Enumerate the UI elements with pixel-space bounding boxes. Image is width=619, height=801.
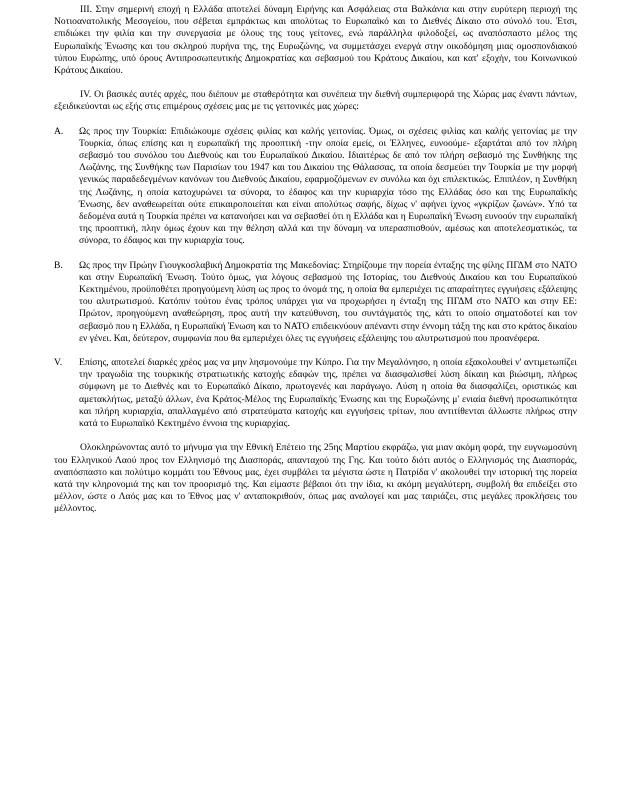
list-item-label: B. [54,259,63,271]
paragraph-iii: III. Στην σημερινή εποχή η Ελλάδα αποτελεί δύναμη Ειρήνης και Ασφάλειας στα Βαλκάνια και στην ευρύτερη περιοχή της Νοτιοανατολικής Μεσογείου, που σέβεται εμπράκτως και απολύτως το Ευρωπαϊκό και το Διεθνές Δίκαιο στο σύνολό του. Έτσι, επιδιώκει την φιλία και την συνεργασία με όλους της τους γείτονες, ενώ παράλληλα φιλοδοξεί, ως αναπόσπαστο μέλος της Ευρωπαϊκής Ένωσης και του σκληρού πυρήνα της, της Ευρωζώνης, να συμμετάσχει ενεργά στην οικοδόμηση μιας ομοσπονδιακού τύπου Ευρώπης, υπό όρους Αντιπροσωπευτικής Δημοκρατίας και σεβασμού του Κράτους Δικαίου, και κατ' εξοχήν, του Κοινωνικού Κράτους Δικαίου. [54,4,577,77]
list-item-a [54,126,577,248]
list-item-text: Ως προς την Πρώην Γιουγκοσλαβική Δημοκρατία της Μακεδονίας: Στηρίζουμε την πορεία ένταξης της φίλης ΠΓΔΜ στο ΝΑΤΟ και στην Ευρωπαϊκή Ένωση. Τούτο όμως, για λόγους σεβασμού της Ιστορίας, του Διεθνούς Δικαίου και του Ευρωπαϊκού Κεκτημένου, προϋποθέτει προηγούμενη λύση ως προς το όνομά της, η οποία θα εμπεριέχει τις απαραίτητες εγγυήσεις εξάλειψης του αλυτρωτισμού. Κατόπιν τούτου ένας τρόπος υπάρχει για να προχωρήσει η ένταξη της ΠΓΔΜ στο ΝΑΤΟ και στην ΕΕ: Πρώτον, προηγούμενη αναθεώρηση, προς αυτή την κατεύθυνση, του συντάγματός της, κάτι το οποίο σηματοδοτεί και τον σεβασμό που η Ελλάδα, η Ευρωπαϊκή Ένωση και το ΝΑΤΟ επιδεικνύουν απέναντι στην έννομη τάξη της και στο κράτος δικαίου εν γένει. Και, δεύτερον, συμφωνία που θα εμπεριέχει όλες τις εγγυήσεις εξάλειψης του αλυτρωτισμού που προανέφερα. [79,259,577,344]
list-item-text: Ως προς την Τουρκία: Επιδιώκουμε σχέσεις φιλίας και καλής γειτονίας. Όμως, οι σχέσεις φιλίας και καλής γειτονίας με την Τουρκία, όπως επίσης και η ευρωπαϊκή της προοπτική -την οποία εμείς, οι Έλληνες, ευνοούμε- εξαρτάται από τον πλήρη σεβασμό του συνόλου του Διεθνούς και του Ευρωπαϊκού Δικαίου. Ιδιαιτέρως δε από τον πλήρη σεβασμό της Συνθήκης της Λωζάνης, της Συνθήκης των Παρισίων του 1947 και του Δικαίου της Θάλασσας, τα οποία δεσμεύει την Τουρκία με την μορφή γενικώς παραδεδεγμένων κανόνων του Διεθνούς Δικαίου, εφαρμοζόμενων εν συνόλω και όχι επιλεκτικώς. Επιπλέον, η Συνθήκη της Λωζάνης, η οποία κατοχυρώνει τα σύνορα, το έδαφος και την κυριαρχία τόσο της Ελλάδας όσο και της Ευρωπαϊκής Ένωσης, δεν αναθεωρείται ούτε επικαιροποιείται και είναι απολύτως σαφής, δίχως ν' αφήνει ίχνος «γκρίζων ζωνών». Υπό τα δεδομένα αυτά η Τουρκία πρέπει να κατανοήσει και να σεβασθεί ότι η Ελλάδα και η Ευρωπαϊκή Ένωση ευνοούν την ευρωπαϊκή της προοπτική, πλην όμως έχουν και την θέληση αλλά και την δύναμη να υπερασπισθούν, αμέσως και αποτελεσματικώς, τα σύνορα, το έδαφος και την κυριαρχία τους. [79,125,577,247]
paragraph-closing: Ολοκληρώνοντας αυτό το μήνυμα για την Εθνική Επέτειο της 25ης Μαρτίου εκφράζω, για μιαν ακόμη φορά, την ευγνωμοσύνη του Ελληνικού Λαού προς τον Ελληνισμό της Διασποράς, απανταχού της Γης. Και τούτο διότι αυτός ο Ελληνισμός της Διασποράς, αναπόσπαστο και πολύτιμο κομμάτι του Έθνους μας, έχει συμβάλει τα μέγιστα ώστε η Πατρίδα ν' ακολουθεί την ιστορική της πορεία κατά την κληρονομιά της και τον προορισμό της. Και είμαστε βέβαιοι ότι την ίδια, κι ακόμη μεγαλύτερη, συμβολή θα επιδείξει στο μέλλον, ώστε ο Λαός μας και το Έθνος μας ν' ανταποκριθούν, όπως μας αναλογεί και μας ταιριάζει, στις μεγάλες προκλήσεις του μέλλοντος. [54,442,577,515]
list-item-label: V. [54,357,63,369]
list-item-b [54,260,577,345]
list-item-v [54,357,577,430]
paragraph-iv: IV. Οι βασικές αυτές αρχές, που διέπουν με σταθερότητα και συνέπεια την διεθνή συμπεριφορά της Χώρας μας έναντι πάντων, εξειδικεύονται ως εξής στις επιμέρους σχέσεις μας με τις γειτονικές μας χώρες: [54,89,577,113]
list-item-label: A. [54,125,64,137]
list-item-text: Επίσης, αποτελεί διαρκές χρέος μας να μην λησμονούμε την Κύπρο. Για την Μεγαλόνησο, η οποία εξακολουθεί ν' αντιμετωπίζει την τραγωδία της τουρκικής στρατιωτικής κατοχής εδαφών της, πρέπει να διασφαλισθεί λύση δίκαιη και βιώσιμη, πλήρως σύμφωνη με το Διεθνές και το Ευρωπαϊκό Δίκαιο, πρωτογενές και παράγωγο. Λύση η οποία θα διασφαλίζει, οριστικώς και αμετακλήτως, μεταξύ άλλων, ένα Κράτος-Μέλος της Ευρωπαϊκής Ένωσης και της Ευρωζώνης μ' ενιαία διεθνή προσωπικότητα και πλήρη κυριαρχία, απαλλαγμένο από στρατεύματα κατοχής και εγγυήσεις τρίτων, που αντιτίθενται άλλωστε πλήρως στην κατά το Ευρωπαϊκό Κεκτημένο έννοια της κυριαρχίας. [79,357,577,430]
